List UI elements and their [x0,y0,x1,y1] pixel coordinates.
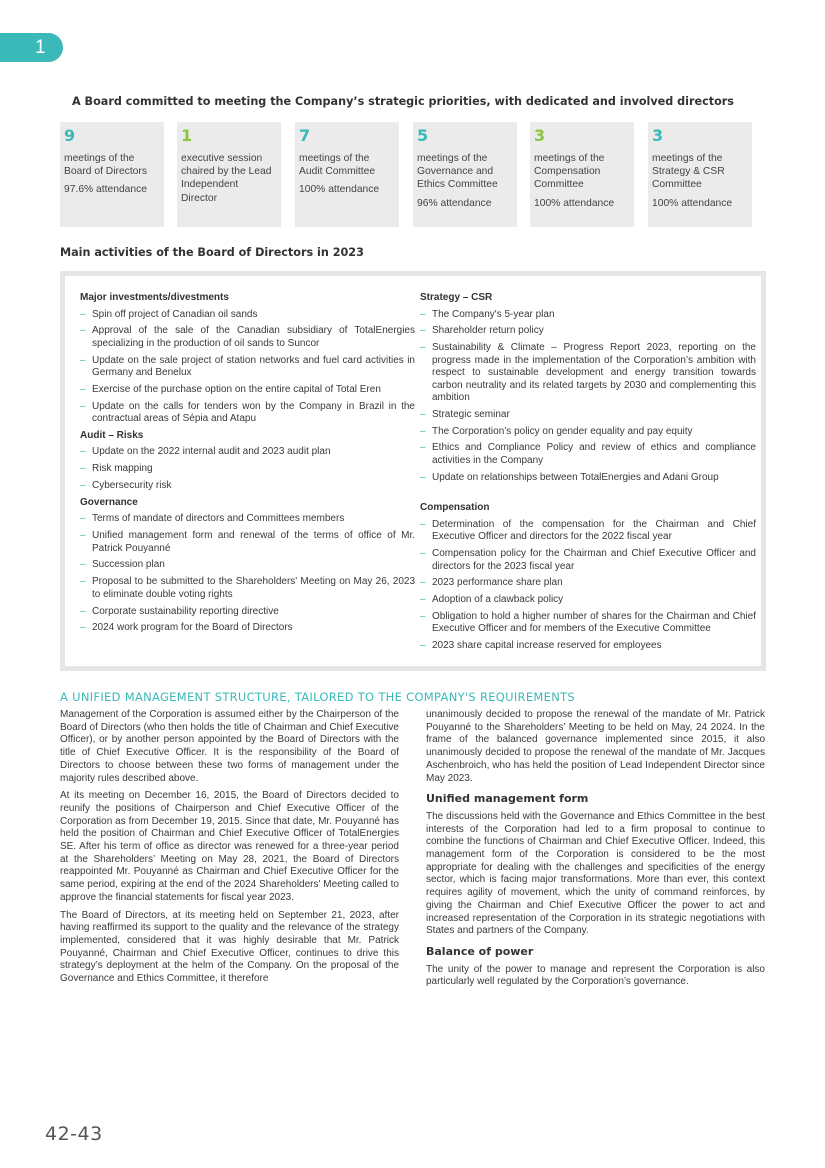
list-item: – The Company's 5-year plan [420,309,756,322]
list-item: – Terms of mandate of directors and Committees members [80,513,415,526]
subheading-balance-of-power: Balance of power [426,944,534,958]
list-item: – Adoption of a clawback policy [420,594,756,607]
body-paragraph: Management of the Corporation is assumed either by the Chairperson of the Board of Directors (who then holds the title of Chairman and Chief Executive Officer), or by another person appointed by the Board of Directors with the title of Chief Executive Officer. It is the responsibility of the Board of Directors to choose between these two forms of management under the majority rules described above. [60,709,399,784]
stat-card-strategy [648,122,752,227]
stat-attendance: 100% attendance [299,184,380,196]
activities-box [60,271,766,671]
list-item: – 2023 share capital increase reserved for employees [420,640,756,653]
list-item: – Strategic seminar [420,409,756,422]
list-item: – The Corporation’s policy on gender equality and pay equity [420,426,756,439]
stat-attendance: 96% attendance [417,197,492,209]
body-paragraph: The discussions held with the Governance and Ethics Committee in the best interests of the Corporation had led to a firm proposal to continue to combine the functions of Chairman and Chief Executive Officer. Indeed, this management form of the Corporation is considered to be the most appropriate for dealing with the challenges and specificities of the energy sector, which is facing major transformations. More than ever, this context requires agility of movement, which the unity of command reinforces, by giving the Chairman and Chief Executive Officer the power to act and increased representation of the Corporation in its strategic negotiations with States and partners of the Company. [426,810,765,937]
section-title-strategy-csr: Strategy – CSR [420,292,493,303]
stat-number: 3 [534,126,546,145]
section-title-governance: Governance [80,496,138,508]
list-item: – Update on the sale project of station networks and fuel card activities in Germany and Benelux [80,355,415,380]
activities-left-column [80,292,415,639]
list-item: – 2024 work program for the Board of Directors [80,622,415,635]
section-title-investments: Major investments/divestments [80,292,229,303]
body-paragraph: unanimously decided to propose the renewal of the mandate of Mr. Patrick Pouyanné to the Shareholders’ Meeting to be held on May, 24 2024. In the frame of the balanced governance implemented since 2015, it also unanimously decided to propose the renewal of the mandate of Mr. Jacques Aschenbroich, who has held the position of Lead Independent Director since May 2023. [426,709,765,784]
stat-attendance: 100% attendance [534,197,615,209]
section-heading: A UNIFIED MANAGEMENT STRUCTURE, TAILORED TO THE COMPANY'S REQUIREMENTS [60,690,576,704]
list-item: – Determination of the compensation for the Chairman and Chief Executive Officer and directors for the 2022 fiscal year [420,519,756,544]
stat-attendance: 97.6% attendance [64,184,148,196]
list-item: – 2023 performance share plan [420,577,756,590]
stat-card-executive-session [177,122,281,227]
list-item: – Ethics and Compliance Policy and review of ethics and compliance activities in the Company [420,442,756,467]
list-item: – Compensation policy for the Chairman and Chief Executive Officer and directors for the 2023 fiscal year [420,548,756,573]
list-item: – Approval of the sale of the Canadian subsidiary of TotalEnergies specializing in the production of oil sands to Suncor [80,325,415,350]
stat-card-audit [295,122,399,227]
activities-heading: Main activities of the Board of Directors in 2023 [60,246,364,259]
list-item: – Shareholder return policy [420,325,756,338]
subheading-unified-management: Unified management form [426,792,589,806]
stat-description: executive session chaired by the Lead Independent Director [181,153,272,204]
body-paragraph: The unity of the power to manage and represent the Corporation is also particularly well regulated by the Corporation’s governance. [426,963,765,988]
list-item: – Proposal to be submitted to the Shareholders' Meeting on May 26, 2023 to eliminate double voting rights [80,576,415,601]
list-item: – Update on relationships between TotalEnergies and Adani Group [420,472,756,485]
stat-number: 9 [64,126,76,145]
section-title-audit-risks: Audit – Risks [80,429,144,441]
stat-description: meetings of the Strategy & CSR Committee [652,153,725,191]
stat-number: 3 [652,126,664,145]
list-item: – Risk mapping [80,463,415,476]
body-paragraph: The Board of Directors, at its meeting held on September 21, 2023, after having reaffirmed its support to the quality and the relevance of the strategy implemented, considered that it was highly desirable that Mr. Patrick Pouyanné, Chairman and Chief Executive Officer, continues to drive this strategy’s deployment at the helm of the Company. On the proposal of the Governance and Ethics Committee, it therefore [60,909,399,985]
stat-description: meetings of the Board of Directors [64,153,147,178]
list-item: – Update on the 2022 internal audit and 2023 audit plan [80,446,415,459]
page-number: 42-43 [45,1123,103,1145]
list-item: – Sustainability & Climate – Progress Report 2023, reporting on the progress made in the implementation of the Corporation’s ambition with respect to sustainable development and energy transition towards carbon neutrality and its related targets by 2030 and complementing this ambition [420,342,756,405]
body-left-column [60,709,399,991]
chapter-tab-badge: 1 [0,33,63,62]
stat-card-board [60,122,164,227]
stat-number: 5 [417,126,429,145]
stat-number: 1 [181,126,193,145]
list-item: – Spin off project of Canadian oil sands [80,309,415,322]
list-item: – Succession plan [80,559,415,572]
list-item: – Update on the calls for tenders won by the Company in Brazil in the contractual areas of Sépia and Atapu [80,401,415,426]
list-item: – Exercise of the purchase option on the entire capital of Total Eren [80,384,415,397]
section-title-compensation: Compensation [420,502,490,514]
body-paragraph: At its meeting on December 16, 2015, the Board of Directors decided to reunify the positions of Chairperson and Chief Executive Officer of the Corporation as from December 19, 2015. Since that date, Mr. Pouyanné has held the position of Chairman and Chief Executive Officer of TotalEnergies SE. After his term of office as director was renewed for a three-year period at the Shareholders’ Meeting on May 28, 2021, the Board of Directors reappointed Mr. Pouyanné as Chairman and Chief Executive Officer for the same period, expiring at the end of the 2024 Shareholders' Meeting called to approve the financial statements for fiscal year 2023. [60,790,399,903]
stat-description: meetings of the Governance and Ethics Committee [417,153,498,191]
list-item: – Obligation to hold a higher number of shares for the Chairman and Chief Executive Officer and for members of the Executive Committee [420,611,756,636]
stat-card-governance [413,122,517,227]
stat-attendance: 100% attendance [652,197,733,209]
stat-number: 7 [299,126,311,145]
board-heading: A Board committed to meeting the Company’s strategic priorities, with dedicated and involved directors [72,95,734,108]
activities-right-column [420,292,756,657]
stat-description: meetings of the Audit Committee [299,153,376,178]
list-item: – Unified management form and renewal of the terms of office of Mr. Patrick Pouyanné [80,530,415,555]
list-item: – Cybersecurity risk [80,480,415,493]
list-item: – Corporate sustainability reporting directive [80,606,415,619]
stat-card-compensation [530,122,634,227]
stat-description: meetings of the Compensation Committee [534,153,605,191]
body-right-column [426,709,765,994]
